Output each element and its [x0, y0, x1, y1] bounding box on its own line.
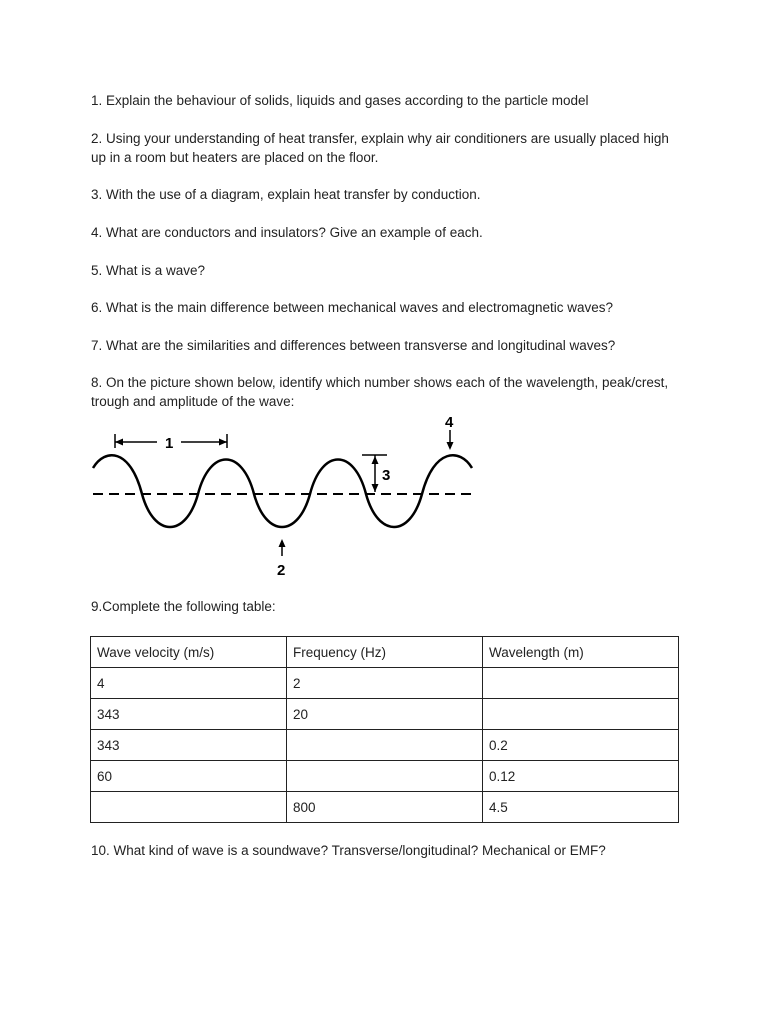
label-2: 2 — [277, 562, 286, 579]
question-6: 6. What is the main difference between mechanical waves and electromagnetic waves? — [91, 300, 614, 315]
table-cell: 0.12 — [483, 761, 679, 792]
question-9: 9.Complete the following table: — [91, 599, 276, 614]
table-cell: 2 — [287, 668, 483, 699]
table-cell: 0.2 — [483, 730, 679, 761]
label-3: 3 — [382, 467, 391, 484]
table-row — [91, 761, 679, 792]
question-8: 8. On the picture shown below, identify which number shows each of the wavelength, peak/crest, trough and amplitude of the wave: — [91, 375, 669, 409]
question-3: 3. With the use of a diagram, explain heat transfer by conduction. — [91, 187, 481, 202]
table-cell: 4 — [91, 668, 287, 699]
trough-marker — [277, 539, 286, 579]
table-cell: 20 — [287, 699, 483, 730]
question-2: 2. Using your understanding of heat transfer, explain why air conditioners are usually placed high up in a room but heaters are placed on the floor. — [91, 131, 669, 165]
table-cell — [483, 668, 679, 699]
wave-table — [90, 636, 679, 823]
table-cell: 343 — [91, 699, 287, 730]
table-cell — [287, 761, 483, 792]
crest-marker — [445, 414, 454, 450]
table-row — [91, 699, 679, 730]
question-4: 4. What are conductors and insulators? Give an example of each. — [91, 225, 483, 240]
table-header-row — [91, 637, 679, 668]
question-5: 5. What is a wave? — [91, 263, 206, 278]
question-10: 10. What kind of wave is a soundwave? Transverse/longitudinal? Mechanical or EMF? — [91, 843, 606, 858]
table-cell: 4.5 — [483, 792, 679, 823]
table-header-cell: Wavelength (m) — [483, 637, 679, 668]
table-row — [91, 792, 679, 823]
label-4: 4 — [445, 414, 454, 431]
question-1: 1. Explain the behaviour of solids, liquids and gases according to the particle model — [91, 93, 589, 108]
label-1: 1 — [165, 435, 174, 452]
table-cell — [91, 792, 287, 823]
table-row — [91, 668, 679, 699]
table-cell — [483, 699, 679, 730]
table-header-cell: Wave velocity (m/s) — [91, 637, 287, 668]
amplitude-marker — [362, 455, 390, 492]
table-row — [91, 730, 679, 761]
table-cell: 60 — [91, 761, 287, 792]
wave-curve — [93, 455, 472, 527]
table-header-cell: Frequency (Hz) — [287, 637, 483, 668]
table-cell: 343 — [91, 730, 287, 761]
wavelength-marker — [115, 434, 227, 452]
question-7: 7. What are the similarities and differences between transverse and longitudinal waves? — [91, 338, 616, 353]
table-cell: 800 — [287, 792, 483, 823]
table-cell — [287, 730, 483, 761]
wave-diagram — [85, 408, 480, 583]
